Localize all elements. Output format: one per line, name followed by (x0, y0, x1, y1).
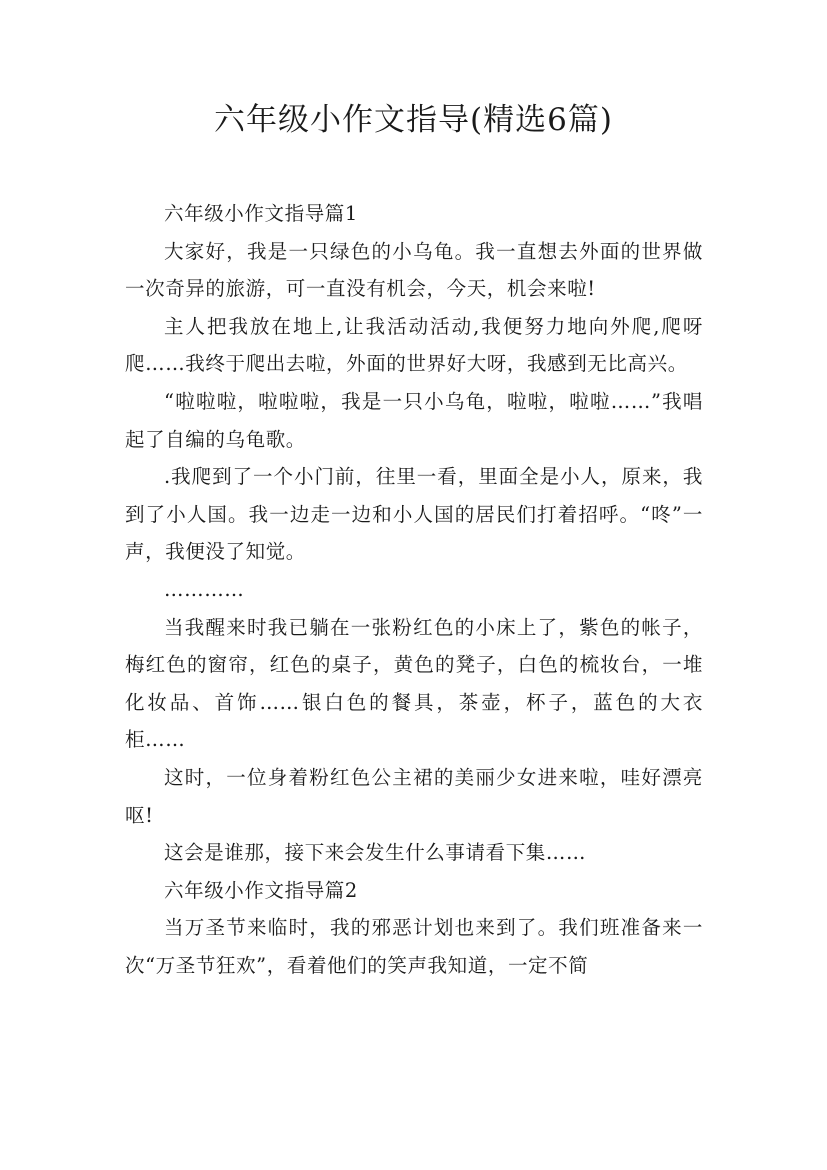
paragraph: 这时，一位身着粉红色公主裙的美丽少女进来啦，哇好漂亮呕! (125, 765, 703, 827)
section-heading-2: 六年级小作文指导篇2 (164, 878, 358, 902)
document-title: 六年级小作文指导(精选6篇) (214, 102, 613, 138)
paragraph: 当万圣节来临时，我的邪恶计划也来到了。我们班准备来一次“万圣节狂欢”，看着他们的笑声我知道，一定不简 (125, 916, 703, 977)
paragraph: .我爬到了一个小门前，往里一看，里面全是小人，原来，我到了小人国。我一边走一边和小人国的居民们打着招呼。“咚”一声，我便没了知觉。 (125, 465, 703, 564)
paragraph: “啦啦啦，啦啦啦，我是一只小乌龟，啦啦，啦啦……”我唱起了自编的乌龟歌。 (125, 389, 703, 451)
paragraph: 主人把我放在地上,让我活动活动,我便努力地向外爬,爬呀爬……我终于爬出去啦，外面的世界好大呀，我感到无比高兴。 (125, 314, 703, 376)
document-body (125, 195, 703, 984)
paragraph: 这会是谁那，接下来会发生什么事请看下集…… (164, 841, 587, 865)
ellipsis-line: ………… (164, 577, 245, 601)
section-heading-1: 六年级小作文指导篇1 (164, 202, 358, 225)
paragraph: 大家好，我是一只绿色的小乌龟。我一直想去外面的世界做一次奇异的旅游，可一直没有机会，今天，机会来啦! (125, 239, 703, 301)
paragraph: 当我醒来时我已躺在一张粉红色的小床上了，紫色的帐子，梅红色的窗帘，红色的桌子，黄色的凳子，白色的梳妆台，一堆化妆品、首饰……银白色的餐具，茶壶，杯子，蓝色的大衣柜…… (125, 615, 703, 752)
